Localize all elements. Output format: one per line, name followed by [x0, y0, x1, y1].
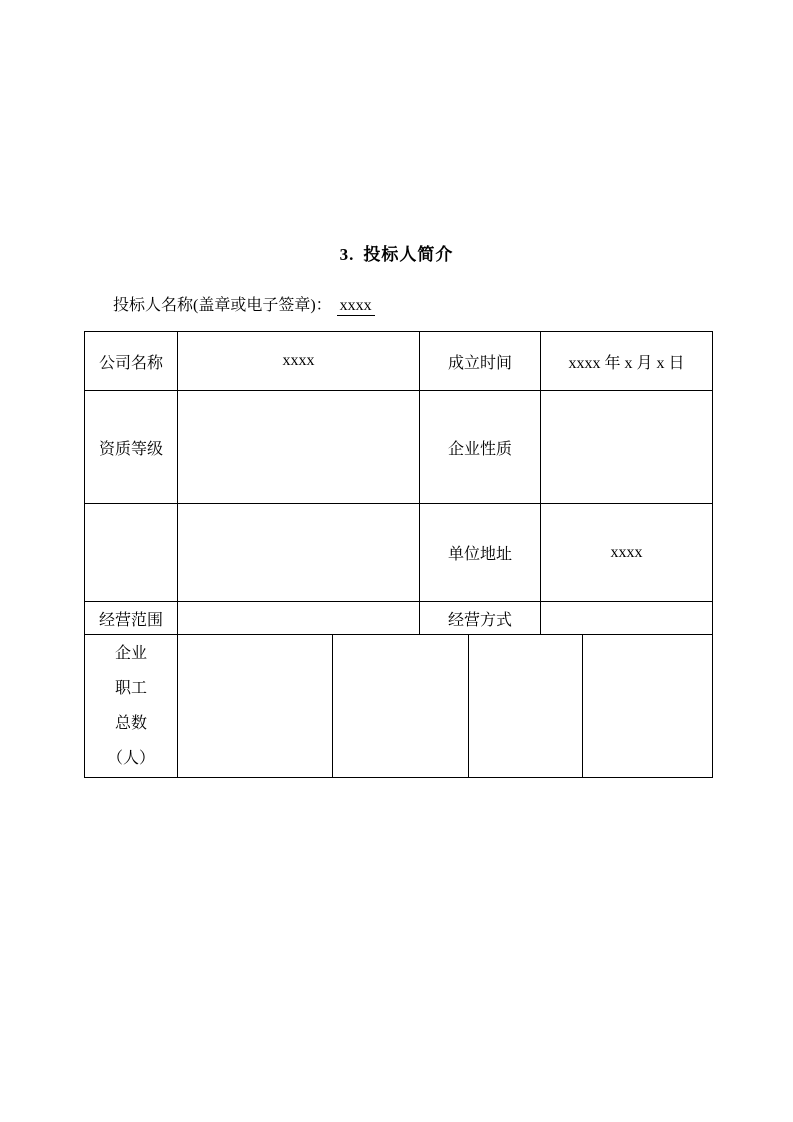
business-mode-label: 经营方式 [420, 602, 541, 635]
table-row [85, 504, 713, 602]
employee-total-label-line: 企业 [114, 645, 147, 662]
employee-total-label-line: 职工 [114, 680, 147, 697]
blank-label-cell [85, 504, 178, 602]
qualification-level-label: 资质等级 [85, 391, 178, 504]
table-row [85, 635, 713, 778]
employee-total-label-line: （人） [106, 750, 155, 767]
page-title [0, 240, 793, 265]
enterprise-nature-value [541, 391, 713, 504]
bidder-info-table-body [85, 332, 713, 778]
qualification-level-value [178, 391, 420, 504]
table-row [85, 332, 713, 391]
enterprise-nature-label: 企业性质 [420, 391, 541, 504]
bidder-name-label: 投标人名称(盖章或电子签章)： [113, 297, 332, 314]
unit-address-label: 单位地址 [420, 504, 541, 602]
business-scope-label: 经营范围 [85, 602, 178, 635]
page-title-number: 3. [339, 245, 355, 264]
business-mode-value [541, 602, 713, 635]
business-scope-value [178, 602, 420, 635]
employee-total-cell-2 [333, 635, 469, 778]
employee-total-cell-4 [583, 635, 713, 778]
bidder-name-value: xxxx [337, 297, 375, 316]
unit-address-value: xxxx [541, 504, 713, 602]
founding-date-value: xxxx 年 x 月 x 日 [541, 332, 713, 391]
table-row [85, 391, 713, 504]
page-title-text: 投标人简介 [363, 245, 454, 264]
company-name-value: xxxx [178, 332, 420, 391]
employee-total-label-line: 总数 [114, 715, 147, 732]
founding-date-label: 成立时间 [420, 332, 541, 391]
bidder-info-table [84, 331, 713, 778]
bidder-name-line [113, 294, 375, 318]
employee-total-cell-3 [469, 635, 583, 778]
employee-total-label [85, 635, 178, 778]
table-row [85, 602, 713, 635]
company-name-label: 公司名称 [85, 332, 178, 391]
blank-value-cell [178, 504, 420, 602]
employee-total-cell-1 [178, 635, 333, 778]
